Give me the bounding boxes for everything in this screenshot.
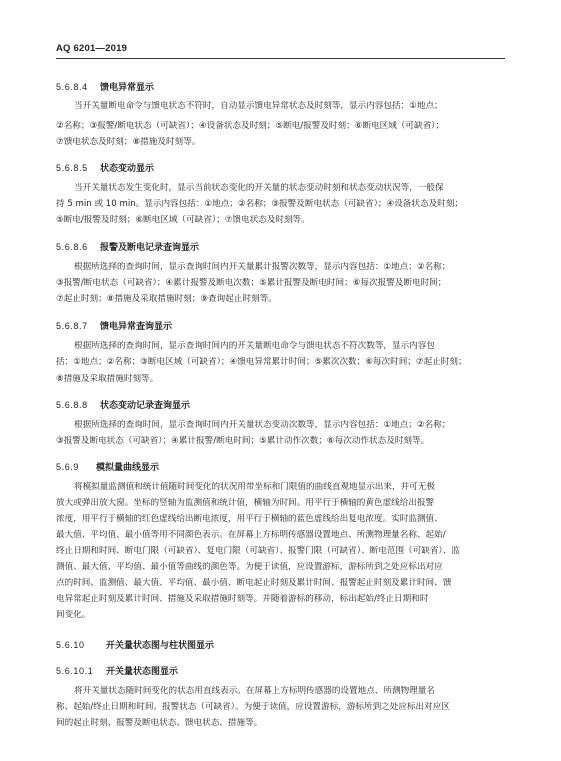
section-title: 馈电异常显示 [100,83,155,93]
section-heading [56,240,199,253]
paragraph-line: 根据所选择的查询时间，显示查询时间内开关量累计报警次数等，显示内容包括：①地点；②名称； [74,262,451,272]
paragraph-line: 持 5 min 或 10 min。显示内容包括：①地点；②名称；③报警及断电状态（可缺省）；④设备状态及时刻； [56,199,463,209]
section-number: 5.6.8.7 [56,321,88,331]
section-title: 状态变动显示 [100,164,155,174]
paragraph-line: ⑦馈电状态及时刻；⑧措施及时刻等。 [56,137,201,147]
paragraph-line: 根据所选择的查询时间，显示查询时间内开关量状态变动次数等，显示内容包括：①地点；②名称； [74,420,451,430]
section-number: 5.6.9 [56,462,80,472]
section-title: 馈电异常查询显示 [100,322,173,332]
paragraph-line: 当开关量断电命令与馈电状态不符时，自动显示馈电异常状态及时刻等，显示内容包括：①地点； [74,101,443,111]
section-number: 5.6.10.1 [56,666,94,676]
paragraph-line: 测值、最大值、平均值、最小值等曲线的颜色等。为便于读值，应设置游标，游标所到之处应标出对应 [56,562,443,572]
section-title: 开关量状态图与柱状图显示 [106,641,215,651]
paragraph-line: 称、起始/终止日期和时间、报警状态（可缺省）。为便于读值，应设置游标，游标所到之处应标出对应区 [56,702,450,712]
paragraph-line: 最大值、平均值、最小值等用不同颜色表示。在屏幕上方标明传感器设置地点、所测物理量名称、起始/ [56,530,446,540]
paragraph-line: ⑤断电/报警及时刻；⑥断电区域（可缺省）；⑦馈电状态及时刻等。 [56,215,310,225]
paragraph-line: 放大或弹出放大窗。坐标的竖轴为监测值和统计值，横轴为时间。用平行于横轴的黄色虚线给出报警 [56,498,435,508]
section-title: 模拟量曲线显示 [96,463,160,473]
paragraph-line: 间变化。 [56,610,91,620]
section-heading [56,161,154,174]
section-number: 5.6.8.8 [56,400,88,410]
section-number: 5.6.10 [56,640,85,650]
paragraph-line: 电异常起止时刻及累计时间、措施及采取措施时刻等。并随着游标的移动，标出起始/终止日期和时 [56,594,429,604]
paragraph-line: ②名称；③报警/断电状态（可缺省）；④设备状态及时刻；⑤断电/报警及时刻；⑥断电区域（可缺省）； [56,121,445,131]
section-heading [56,319,172,332]
section-heading [56,664,178,677]
section-title: 开关量状态图显示 [106,667,179,677]
paragraph-line: 括：①地点；②名称；③断电区域（可缺省）；④馈电异常累计时间；⑤累次次数；⑥每次时间；⑦起止时刻； [56,357,467,367]
paragraph-line: ⑧措施及采取措施时刻等。 [56,374,159,384]
paragraph-line: ③报警及断电状态（可缺省）；④累计报警/断电时间；⑤累计动作次数；⑥每次动作状态及时刻等。 [56,436,430,446]
section-number: 5.6.8.6 [56,242,88,252]
section-number: 5.6.8.5 [56,163,88,173]
paragraph-line: 根据所选择的查询时间，显示查询时间内的开关量断电命令与馈电状态不符次数等，显示内容包 [74,341,435,351]
paragraph-line: ③报警/断电状态（可缺省）；④累计报警及断电次数；⑤累计报警及断电时间；⑥每次报警及断电时间； [56,278,447,288]
section-title: 报警及断电记录查询显示 [100,243,200,253]
paragraph-line: 浓度，用平行于横轴的红色虚线给出断电浓度，用平行于横轴的蓝色虚线给出复电浓度。实时监测值、 [56,514,443,524]
header-rule [56,58,505,59]
paragraph-line: 终止日期和时间、断电门限（可缺省）、复电门限（可缺省）、报警门限（可缺省）、断电范围（可缺省）、监 [56,546,460,556]
section-heading [56,638,214,651]
paragraph-line: 将模拟量监测值和统计值随时间变化的状况用带坐标和门限值的曲线直观地显示出来，并可无极 [74,482,435,492]
section-heading [56,398,190,411]
paragraph-line: 将开关量状态随时间变化的状态用直线表示。在屏幕上方标明传感器的设置地点、所测物理量名 [74,686,435,696]
section-heading [56,460,159,473]
standard-code: AQ 6201—2019 [56,43,128,54]
section-title: 状态变动记录查询显示 [100,401,191,411]
section-heading [56,80,154,93]
paragraph-line: 间的起止时刻、报警及断电状态、馈电状态、措施等。 [56,718,263,728]
paragraph-line: ⑦起止时刻；⑧措施及采取措施时刻；⑨查询起止时刻等。 [56,294,277,304]
section-number: 5.6.8.4 [56,82,88,92]
paragraph-line: 当开关量状态发生变化时，显示当前状态变化的开关量的状态变动时刻和状态变动状况等，一般保 [74,183,444,193]
paragraph-line: 点的时间、监测值、最大值、平均值、最小值、断电起止时刻及累计时间、报警起止时刻及累计时间、馈 [56,578,452,588]
